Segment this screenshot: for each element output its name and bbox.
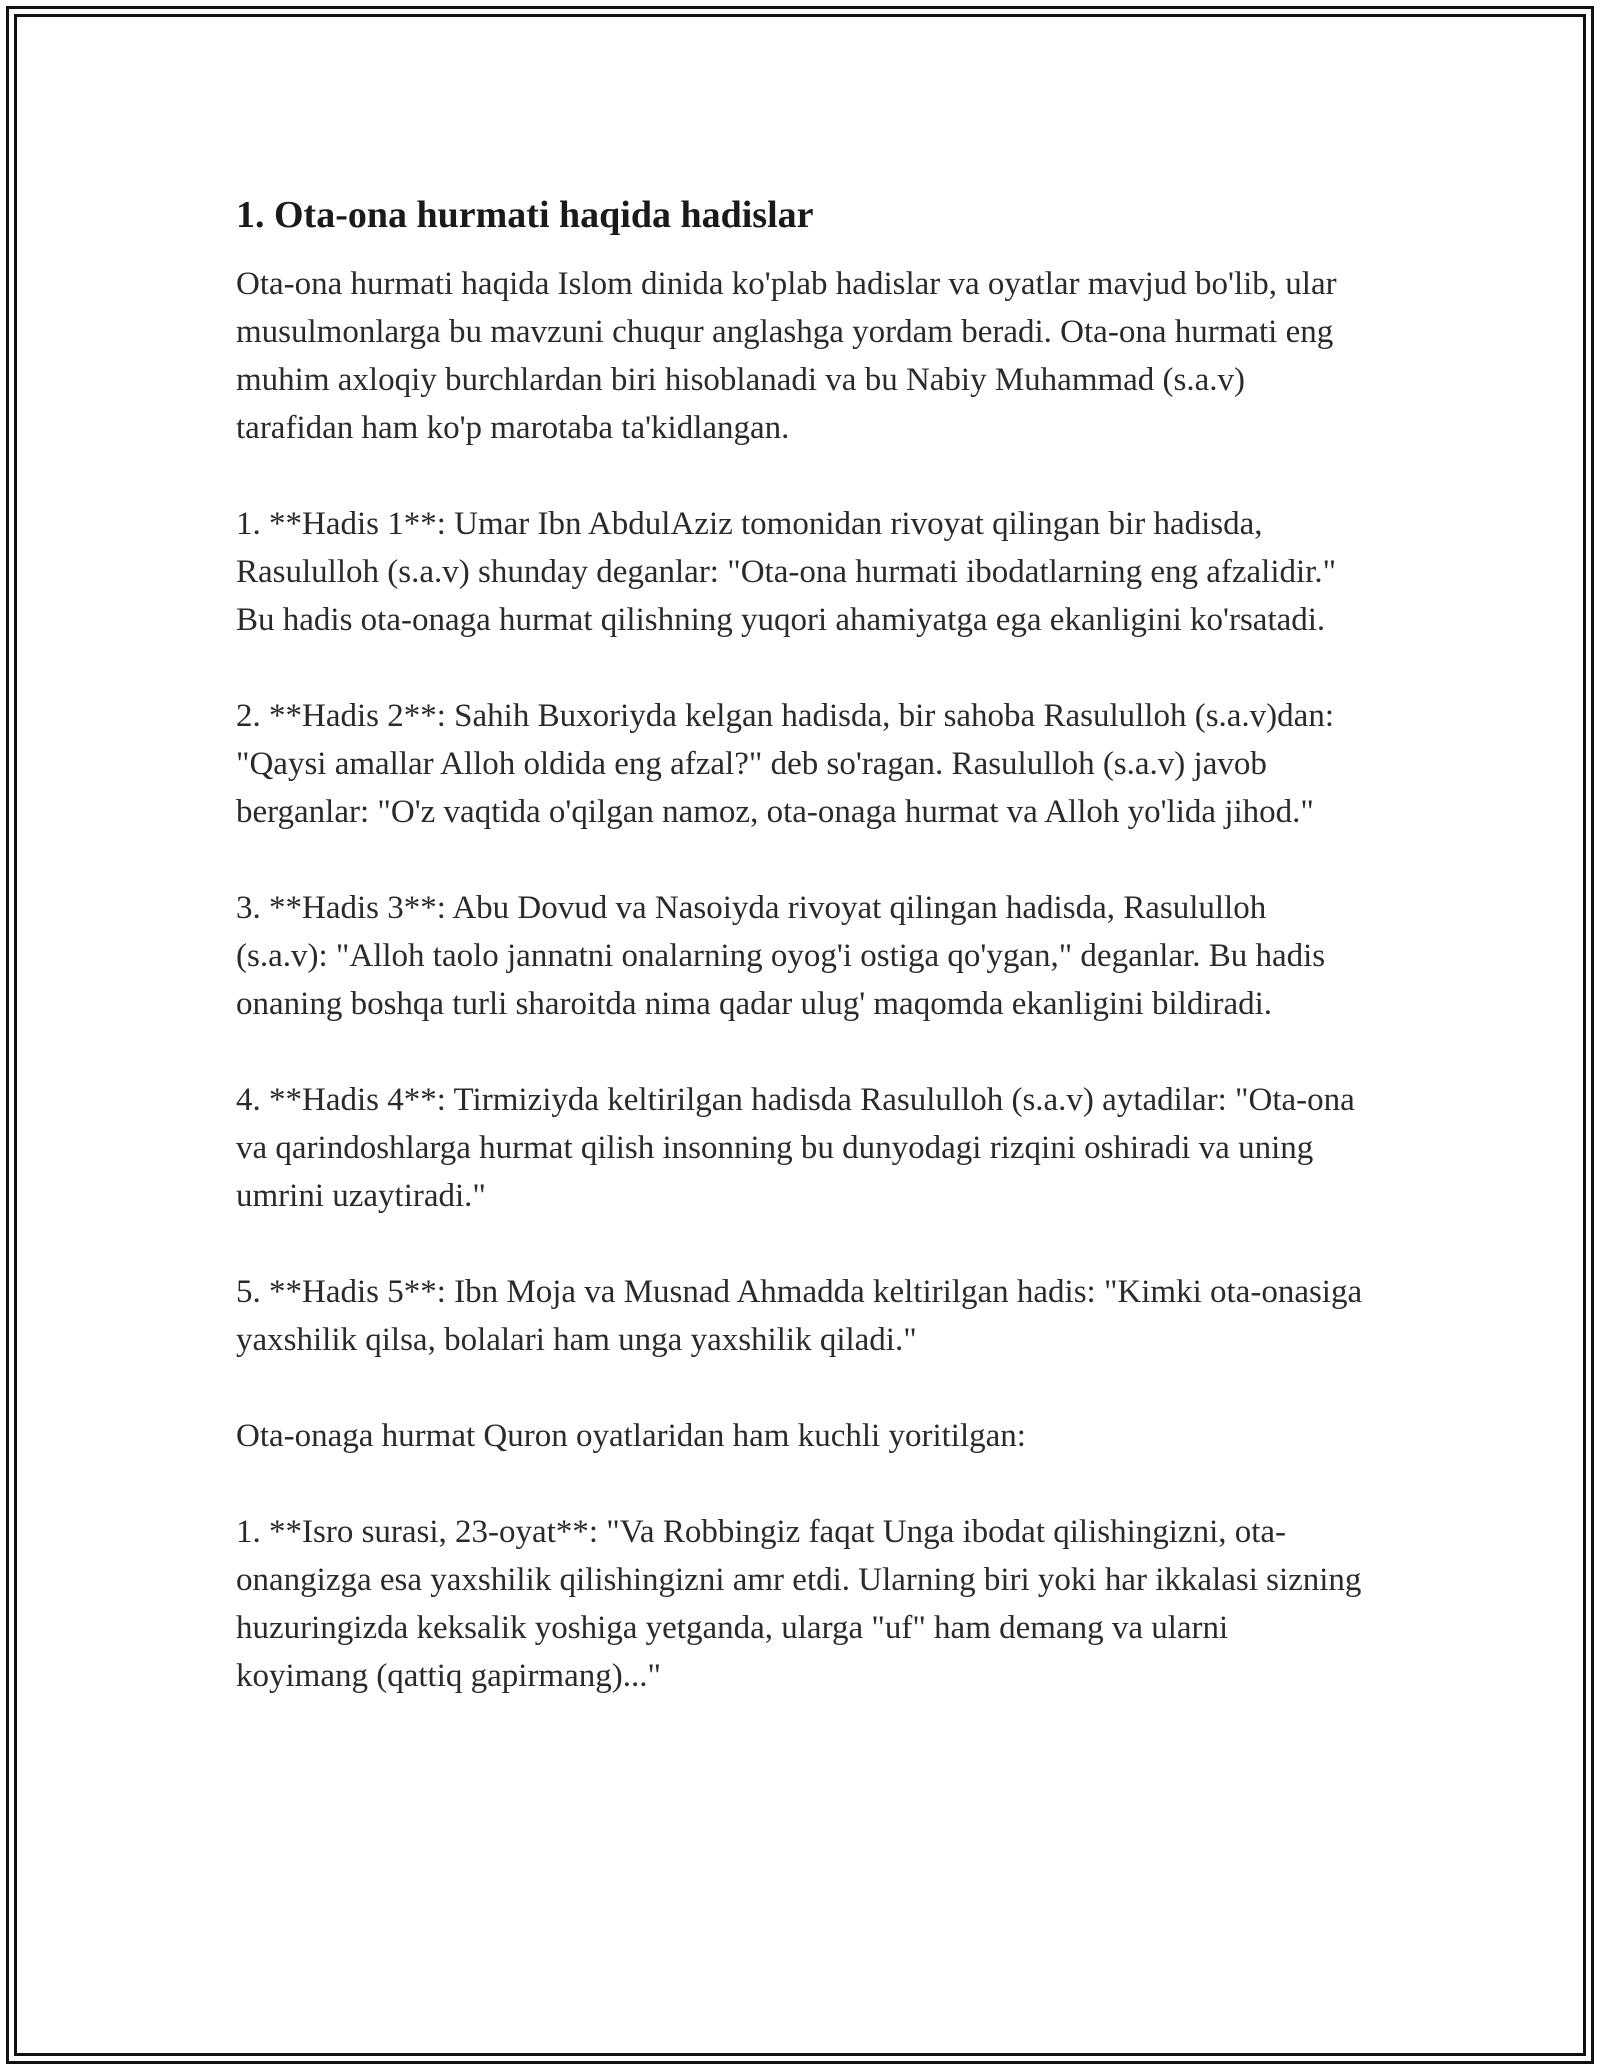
intro-paragraph: Ota-ona hurmati haqida Islom dinida ko'plab hadislar va oyatlar mavjud bo'lib, ular musulmonlarga bu mavzuni chuqur anglashga yordam beradi. Ota-ona hurmati eng muhim axloqiy burchlardan biri hisoblanadi va bu Nabiy Muhammad (s.a.v) tarafidan ham ko'p marotaba ta'kidlangan. bbox=[236, 266, 1337, 446]
hadith-4-paragraph: 4. **Hadis 4**: Tirmiziyda keltirilgan hadisda Rasululloh (s.a.v) aytadilar: "Ota-ona va qarindoshlarga hurmat qilish insonning bu dunyodagi rizqini oshiradi va uning umrini uzaytiradi." bbox=[236, 1082, 1355, 1214]
hadith-1-paragraph: 1. **Hadis 1**: Umar Ibn AbdulAziz tomonidan rivoyat qilingan bir hadisda, Rasululloh (s.a.v) shunday deganlar: "Ota-ona hurmati ibodatlarning eng afzalidir." Bu hadis ota-onaga hurmat qilishning yuqori ahamiyatga ega ekanligini ko'rsatadi. bbox=[236, 506, 1337, 638]
quran-intro-paragraph: Ota-onaga hurmat Quron oyatlaridan ham kuchli yoritilgan: bbox=[236, 1418, 1026, 1454]
hadith-2-paragraph: 2. **Hadis 2**: Sahih Buxoriyda kelgan hadisda, bir sahoba Rasululloh (s.a.v)dan: "Qaysi amallar Alloh oldida eng afzal?" deb so'ragan. Rasululloh (s.a.v) javob berganlar: "O'z vaqtida o'qilgan namoz, ota-onaga hurmat va Alloh yo'lida jihod." bbox=[236, 698, 1334, 830]
hadith-5-paragraph: 5. **Hadis 5**: Ibn Moja va Musnad Ahmadda keltirilgan hadis: "Kimki ota-onasiga yaxshilik qilsa, bolalari ham unga yaxshilik qiladi." bbox=[236, 1274, 1363, 1358]
verse-1-paragraph: 1. **Isro surasi, 23-oyat**: "Va Robbingiz faqat Unga ibodat qilishingizni, ota-onangizga esa yaxshilik qilishingizni amr etdi. Ularning biri yoki har ikkalasi sizning huzuringizda keksalik yoshiga yetganda, ularga "uf" ham demang va ularni koyimang (qattiq gapirmang)..." bbox=[236, 1514, 1362, 1694]
hadith-3-paragraph: 3. **Hadis 3**: Abu Dovud va Nasoiyda rivoyat qilingan hadisda, Rasululloh (s.a.v): "Alloh taolo jannatni onalarning oyog'i ostiga qo'ygan," deganlar. Bu hadis onaning boshqa turli sharoitda nima qadar ulug' maqomda ekanligini bildiradi. bbox=[236, 890, 1326, 1022]
document-title: 1. Ota-ona hurmati haqida hadislar bbox=[236, 194, 814, 236]
document-body bbox=[236, 186, 1366, 1748]
